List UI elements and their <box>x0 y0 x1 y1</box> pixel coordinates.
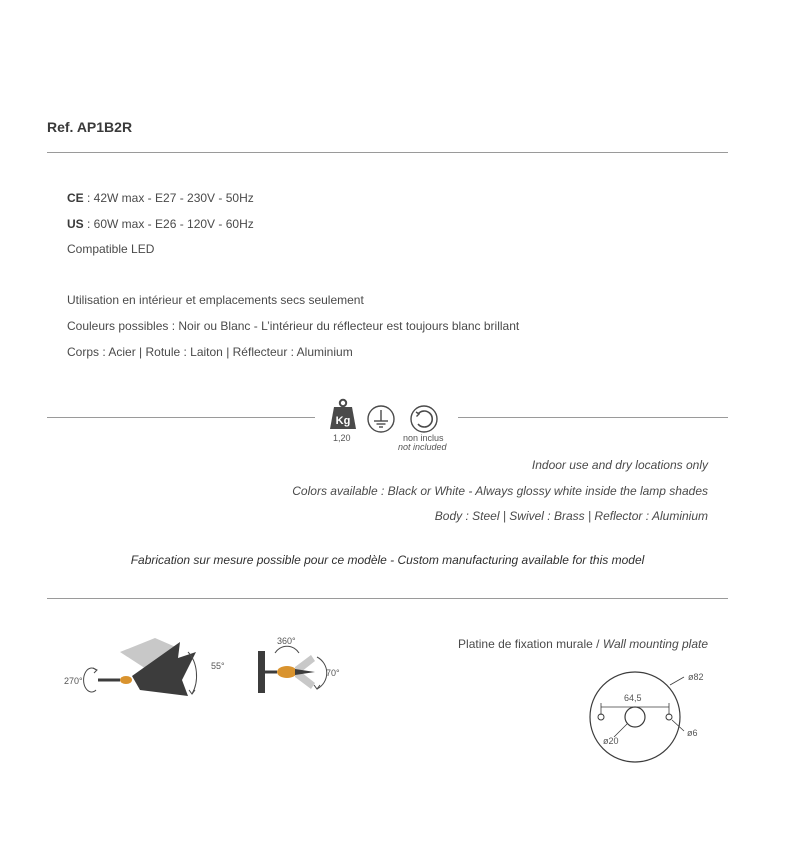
plate-title-en: Wall mounting plate <box>602 637 708 651</box>
en-colors: Colors available : Black or White - Always glossy white inside the lamp shades <box>292 484 708 498</box>
fr-materials: Corps : Acier | Rotule : Laiton | Réflecteur : Aluminium <box>67 345 353 359</box>
icons-divider-left <box>47 417 315 418</box>
wall-plate <box>258 651 265 693</box>
rotation-270-label: 270° <box>64 676 83 686</box>
rotation-360-arrow <box>275 646 299 653</box>
spec-us-label: US <box>67 217 84 231</box>
plate-spacing-64-5: 64,5 <box>624 693 642 703</box>
dimmer-icon <box>409 404 439 434</box>
swivel-joint <box>120 676 132 684</box>
rotation-arrow <box>84 668 96 692</box>
custom-manufacturing-note: Fabrication sur mesure possible pour ce modèle - Custom manufacturing available for this model <box>130 553 645 567</box>
weight-unit: Kg <box>335 415 351 427</box>
spec-ce-text: : 42W max - E27 - 230V - 50Hz <box>83 191 254 205</box>
plate-title-separator: / <box>596 637 600 651</box>
dimmer-note-fr: non inclus <box>403 433 444 443</box>
plate-title-fr: Platine de fixation murale <box>458 637 593 651</box>
plate-title <box>458 637 708 651</box>
plate-diameter-82: ø82 <box>688 672 704 682</box>
dimmer-note-en: not included <box>398 442 447 452</box>
tilt-70-label: 70° <box>326 668 340 678</box>
d82-leader <box>670 677 684 685</box>
spec-us-text: : 60W max - E26 - 120V - 60Hz <box>83 217 254 231</box>
plate-diameter-20: ø20 <box>603 736 619 746</box>
top-divider <box>47 152 728 153</box>
fr-colors: Couleurs possibles : Noir ou Blanc - L’intérieur du réflecteur est toujours blanc brillant <box>67 319 520 333</box>
spec-ce-label: CE <box>67 191 84 205</box>
plate-center-hole <box>625 707 645 727</box>
swivel-joint-side <box>277 666 297 678</box>
rotation-360-label: 360° <box>277 636 296 646</box>
tilt-55-label: 55° <box>211 661 225 671</box>
icons-divider-right <box>458 417 728 418</box>
reference-title: Ref. AP1B2R <box>47 119 133 135</box>
en-materials: Body : Steel | Swivel : Brass | Reflector : Aluminium <box>434 509 708 523</box>
bottom-divider <box>47 598 728 599</box>
spec-us <box>67 217 254 231</box>
weight-value: 1,20 <box>333 433 351 443</box>
fr-usage: Utilisation en intérieur et emplacements secs seulement <box>67 293 364 307</box>
ground-icon <box>366 404 396 434</box>
spec-led: Compatible LED <box>67 242 155 256</box>
plate-diameter-6: ø6 <box>687 728 698 738</box>
en-usage: Indoor use and dry locations only <box>531 458 708 472</box>
weight-icon <box>328 398 358 430</box>
wall-view-diagram <box>255 645 335 700</box>
spec-ce <box>67 191 254 205</box>
